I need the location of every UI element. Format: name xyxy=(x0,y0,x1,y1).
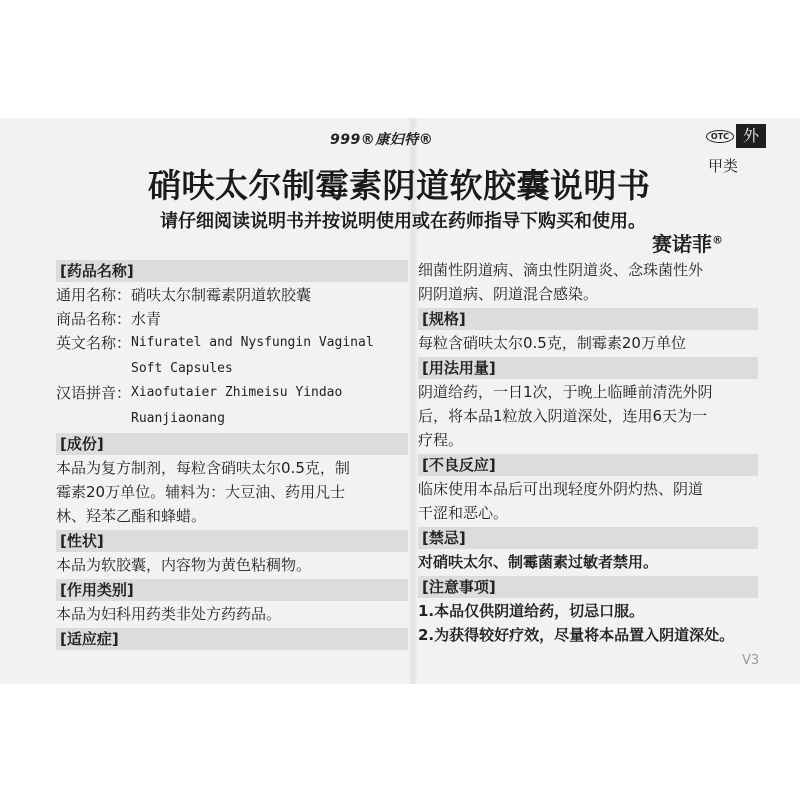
pinyin-value-2: Ruanjiaonang xyxy=(131,411,225,426)
section-heading-adverse: [不良反应] xyxy=(418,454,758,476)
left-column xyxy=(56,258,408,651)
section-heading-drug-name: [药品名称] xyxy=(56,260,408,282)
english-name-value-1: Nifuratel and Nysfungin Vaginal xyxy=(131,335,374,350)
otc-mark: OTC xyxy=(706,130,734,143)
section-heading-indication: [适应症] xyxy=(56,628,408,650)
generic-name-row xyxy=(56,283,408,307)
pinyin-cont xyxy=(56,405,408,431)
pinyin-label: 汉语拼音： xyxy=(56,384,132,402)
document-subtitle: 请仔细阅读说明书并按说明使用或在药师指导下购买和使用。 xyxy=(160,211,646,232)
contraindication-text: 对硝呋太尔、制霉菌素过敏者禁用。 xyxy=(418,553,659,571)
section-heading-caution: [注意事项] xyxy=(418,576,758,598)
brand-logo: 999®康妇特® xyxy=(330,132,434,148)
adverse-line: 干涩和恶心。 xyxy=(418,504,509,522)
usage-line: 疗程。 xyxy=(418,431,464,449)
caution-line: 1.本品仅供阴道给药，切忌口服。 xyxy=(418,602,645,620)
caution-line: 2.为获得较好疗效，尽量将本品置入阴道深处。 xyxy=(418,626,735,644)
english-name-cont xyxy=(56,355,408,381)
english-name-value-2: Soft Capsules xyxy=(131,361,233,376)
section-heading-contraindication: [禁忌] xyxy=(418,527,758,549)
section-heading-category: [作用类别] xyxy=(56,579,408,601)
composition-line: 本品为复方制剂，每粒含硝呋太尔0.5克，制 xyxy=(56,459,350,477)
section-heading-composition: [成份] xyxy=(56,433,408,455)
adverse-line: 临床使用本品后可出现轻度外阴灼热、阴道 xyxy=(418,480,704,498)
registered-mark: ® xyxy=(712,233,723,247)
otc-class-label: 甲类 xyxy=(708,157,739,175)
company-name: 赛诺菲 xyxy=(652,232,712,256)
usage-line: 阴道给药，一日1次，于晚上临睡前清洗外阴 xyxy=(418,383,713,401)
composition-line: 霉素20万单位。辅料为：大豆油、药用凡士 xyxy=(56,483,346,501)
page-number: V3 xyxy=(742,653,760,668)
generic-name-value: 硝呋太尔制霉素阴道软胶囊 xyxy=(131,286,312,304)
trade-name-row xyxy=(56,307,408,331)
appearance-text: 本品为软胶囊，内容物为黄色粘稠物。 xyxy=(56,556,312,574)
pinyin-row xyxy=(56,381,408,405)
company-trademark xyxy=(652,228,723,257)
english-name-row xyxy=(56,331,408,355)
trade-name-label: 商品名称： xyxy=(56,310,132,328)
generic-name-label: 通用名称： xyxy=(56,286,132,304)
usage-line: 后，将本品1粒放入阴道深处，连用6天为一 xyxy=(418,407,708,425)
spec-text: 每粒含硝呋太尔0.5克，制霉素20万单位 xyxy=(418,334,686,352)
english-name-label: 英文名称： xyxy=(56,334,132,352)
document-title: 硝呋太尔制霉素阴道软胶囊说明书 xyxy=(148,166,651,205)
otc-category-badge: 外 xyxy=(736,124,766,148)
right-column xyxy=(418,258,758,647)
category-text: 本品为妇科用药类非处方药药品。 xyxy=(56,605,282,623)
section-heading-appearance: [性状] xyxy=(56,530,408,552)
section-heading-usage: [用法用量] xyxy=(418,357,758,379)
indication-line: 细菌性阴道病、滴虫性阴道炎、念珠菌性外 xyxy=(418,261,704,279)
indication-line: 阴阴道病、阴道混合感染。 xyxy=(418,285,599,303)
pinyin-value-1: Xiaofutaier Zhimeisu Yindao xyxy=(131,385,343,400)
trade-name-value: 水青 xyxy=(131,310,162,328)
composition-line: 林、羟苯乙酯和蜂蜡。 xyxy=(56,507,207,525)
section-heading-spec: [规格] xyxy=(418,308,758,330)
